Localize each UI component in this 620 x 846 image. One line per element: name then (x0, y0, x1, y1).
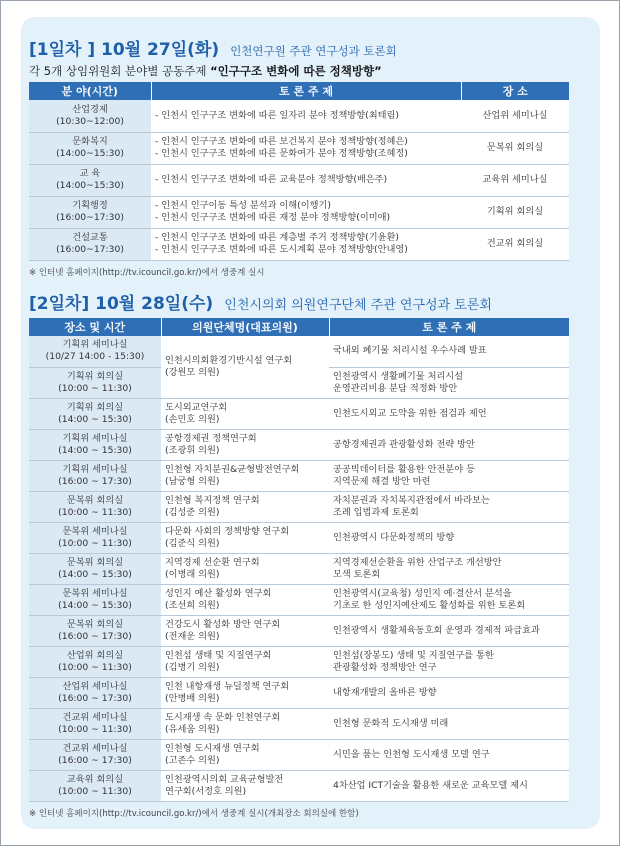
day1-table (29, 82, 569, 261)
day2-place: 건교위 세미나실 (62, 742, 128, 754)
day2-group: (고존수 의원) (165, 754, 220, 766)
day2-topic: 지역경제선순환을 위한 산업구조 개선방안 (333, 556, 502, 568)
day2-group: 인천형 자치분권&균형발전연구회 (165, 463, 300, 475)
day1-topic-cell (151, 196, 461, 228)
day2-place-cell (29, 429, 161, 460)
day1-topic-cell (151, 228, 461, 260)
day2-time: (16:00 ~ 17:30) (58, 692, 132, 704)
day2-group: (김병기 의원) (165, 661, 220, 673)
day2-group-cell (161, 522, 329, 553)
day2-group: (손민호 의원) (165, 413, 220, 425)
day2-place-cell (29, 584, 161, 615)
day1-topic: - 인천시 인구구조 변화에 따른 재정 분야 정책방향(이미애) (155, 212, 391, 223)
day2-table-row (29, 646, 569, 677)
day1-field-cell (29, 100, 151, 132)
day2-topic: 모색 토론회 (333, 568, 381, 580)
day2-place: 기획위 회의실 (66, 370, 124, 382)
day2-group: 성인지 예산 활성화 연구회 (165, 587, 272, 599)
day2-topic: 인천섬(장봉도) 생태 및 지질연구를 통한 (333, 649, 494, 661)
day2-place-cell (29, 708, 161, 739)
day2-table-row (29, 677, 569, 708)
day2-topic: 인천광역시 생활체육동호회 운영과 경제적 파급효과 (333, 624, 540, 636)
day2-table-row (29, 708, 569, 739)
day2-topic-cell (329, 367, 569, 398)
day2-group: 도시외교연구회 (165, 401, 228, 413)
day2-table-row (29, 739, 569, 770)
day2-time: (14:00 ~ 15:30) (58, 568, 132, 580)
day2-topic: 조례 입법과제 토론회 (333, 506, 419, 518)
day1-topic: - 인천시 인구구조 변화에 따른 일자리 분야 정책방향(최태림) (155, 109, 399, 121)
day2-place: 문복위 회의실 (66, 556, 124, 568)
day1-header-place: 장 소 (461, 82, 569, 100)
day2-group: 지역경제 선순환 연구회 (165, 556, 260, 568)
day2-table (29, 318, 569, 802)
day2-group: 도시재생 속 문화 인천연구회 (165, 711, 281, 723)
day2-group-cell (161, 708, 329, 739)
day1-title (29, 35, 569, 60)
day1-subtitle-topic: “인구구조 변화에 따른 정책방향” (210, 64, 382, 78)
day2-time: (16:00 ~ 17:30) (58, 475, 132, 487)
day2-topic: 시민을 품는 인천형 도시재생 모델 연구 (333, 748, 490, 760)
day2-table-row (29, 398, 569, 429)
day1-topic: - 인천시 인구구조 변화에 따른 보건복지 분야 정책방향(정혜은) (155, 136, 408, 147)
day2-topic-cell (329, 770, 569, 801)
day2-place-cell (29, 646, 161, 677)
day2-group: (김준식 의원) (165, 537, 220, 549)
day2-topic-cell (329, 615, 569, 646)
day2-topic-cell (329, 460, 569, 491)
day2-topic: 공공빅데이터를 활용한 안전분야 등 (333, 463, 475, 475)
day2-group: (강원모 의원) (165, 366, 220, 378)
day1-table-row (29, 100, 569, 132)
day1-field-cell (29, 132, 151, 164)
day2-group: (김성준 의원) (165, 506, 220, 518)
day2-note: ※ 인터넷 홈페이지(http://tv.icouncil.go.kr/)에서 생중계 실시(개최장소 회의실에 한함) (29, 808, 359, 819)
day2-topic-cell (329, 491, 569, 522)
day2-topic-cell (329, 677, 569, 708)
day2-header-topic: 토 론 주 제 (329, 318, 569, 336)
day2-topic-cell (329, 708, 569, 739)
day1-time: (16:00~17:30) (56, 244, 124, 255)
day2-table-row (29, 336, 569, 367)
day2-time: (10:00 ~ 11:30) (58, 785, 132, 797)
day2-topic-cell (329, 398, 569, 429)
day1-place-cell: 교육위 세미나실 (461, 164, 569, 196)
day2-topic: 인천형 문화적 도시재생 미래 (333, 717, 449, 729)
day2-place: 교육위 회의실 (66, 773, 124, 785)
day2-topic-cell (329, 336, 569, 367)
day2-group-cell (161, 584, 329, 615)
day1-topic-cell (151, 164, 461, 196)
day1-place-cell: 기획위 회의실 (461, 196, 569, 228)
day2-place: 산업위 회의실 (66, 649, 124, 661)
day1-header-field: 분 야(시간) (29, 82, 151, 100)
day2-topic: 지역문제 해결 방안 마련 (333, 475, 431, 487)
day2-place-cell (29, 522, 161, 553)
day1-topic: - 인천시 인구이동 특성 분석과 이해(이행기) (155, 200, 331, 211)
day1-field: 산업경제 (72, 103, 108, 115)
day2-section (29, 289, 569, 819)
day2-time: (14:00 ~ 15:30) (58, 413, 132, 425)
day2-table-row (29, 553, 569, 584)
day2-time: (10:00 ~ 11:30) (58, 537, 132, 549)
day1-place-cell: 문복위 회의실 (461, 132, 569, 164)
day1-place-cell: 산업위 세미나실 (461, 100, 569, 132)
day2-time: (10:00 ~ 11:30) (58, 506, 132, 518)
day1-label: [1일차 ] 10월 27일(화) (29, 40, 220, 60)
day2-group-cell (161, 491, 329, 522)
day2-topic-cell (329, 584, 569, 615)
day2-table-row (29, 491, 569, 522)
day2-place-cell (29, 398, 161, 429)
day1-field-cell (29, 196, 151, 228)
day2-group-cell (161, 770, 329, 801)
day2-place: 기획위 세미나실 (62, 463, 128, 475)
day2-group-cell (161, 646, 329, 677)
day2-place-cell (29, 615, 161, 646)
day2-place: 기획위 세미나실 (62, 432, 128, 444)
day2-group-cell (161, 553, 329, 584)
day1-table-row (29, 132, 569, 164)
day2-topic: 운영관리비용 분담 적정화 방안 (333, 382, 458, 394)
day2-time: (14:00 ~ 15:30) (58, 444, 132, 456)
day2-topic: 기초로 한 성인지예산제도 활성화를 위한 토론회 (333, 599, 526, 611)
day2-place: 문복위 회의실 (66, 494, 124, 506)
day2-topic: 국내외 폐기물 처리시설 우수사례 발표 (333, 345, 487, 357)
day2-topic: 인천광역시 다문화정책의 방향 (333, 531, 455, 543)
day2-topic-cell (329, 646, 569, 677)
day2-group: (안병배 의원) (165, 692, 220, 704)
day2-topic-cell (329, 739, 569, 770)
day1-field: 건설교통 (72, 232, 108, 243)
day2-group: (남궁형 의원) (165, 475, 220, 487)
day1-time: (16:00~17:30) (56, 212, 124, 223)
day2-group: 인천광역시의회 교육균형발전 (165, 773, 284, 785)
day2-time: (14:00 ~ 15:30) (58, 599, 132, 611)
day2-place: 건교위 세미나실 (62, 711, 128, 723)
day2-group: 연구회(서정호 의원) (165, 785, 247, 797)
day2-topic: 인천도시외교 도약을 위한 점검과 제언 (333, 407, 487, 419)
day1-note: ※ 인터넷 홈페이지(http://tv.icouncil.go.kr/)에서 생중계 실시 (29, 267, 265, 278)
day2-table-row (29, 522, 569, 553)
day1-topic: - 인천시 인구구조 변화에 따른 계층별 주거 정책방향(기윤환) (155, 232, 399, 243)
day1-time: (10:30~12:00) (56, 115, 124, 127)
day2-place-cell (29, 553, 161, 584)
day2-label: [2일차] 10월 28일(수) (29, 294, 214, 314)
day2-table-row (29, 615, 569, 646)
day1-table-row (29, 196, 569, 228)
day2-topic-cell (329, 429, 569, 460)
day2-topic-cell (329, 553, 569, 584)
day2-title (29, 289, 569, 314)
day1-topic: - 인천시 인구구조 변화에 따른 교육분야 정책방향(배은주) (155, 174, 388, 185)
day2-topic: 4차산업 ICT기술을 활용한 새로운 교육모델 제시 (333, 779, 528, 791)
day2-group-cell (161, 739, 329, 770)
day2-place-cell (29, 677, 161, 708)
day2-header-row (29, 318, 569, 336)
day1-field: 문화복지 (72, 136, 108, 147)
day2-group: 공항경제권 정책연구회 (165, 432, 257, 444)
day2-time: (10:00 ~ 11:30) (58, 723, 132, 735)
day2-group: (전재운 의원) (165, 630, 220, 642)
day2-group-cell (161, 460, 329, 491)
day2-topic: 관광활성화 정책방안 연구 (333, 661, 437, 673)
day2-group: (유세움 의원) (165, 723, 220, 735)
day1-table-row (29, 228, 569, 260)
day2-table-row (29, 770, 569, 801)
day2-group: (조광휘 의원) (165, 444, 220, 456)
day1-field-cell (29, 164, 151, 196)
day2-topic: 인천광역시(교육청) 성인지 예·결산서 분석을 (333, 587, 512, 599)
day2-topic: 내항재개발의 올바른 방향 (333, 686, 437, 698)
day1-section (29, 35, 569, 278)
day1-field-cell (29, 228, 151, 260)
day2-place-cell (29, 460, 161, 491)
day2-topic: 자치분권과 자치복지관점에서 바라보는 (333, 494, 490, 506)
day2-place: 기획위 회의실 (66, 401, 124, 413)
day2-time: (10:00 ~ 11:30) (58, 661, 132, 673)
day2-host: 인천시의회 의원연구단체 주관 연구성과 토론회 (224, 298, 492, 313)
day1-subtitle-prefix: 각 5개 상임위원회 분야별 공동주제 (29, 64, 211, 78)
day2-group-cell (161, 398, 329, 429)
day2-time: (10:00 ~ 11:30) (58, 382, 132, 394)
day1-time: (14:00~15:30) (56, 180, 124, 191)
day2-group: (이병래 의원) (165, 568, 220, 580)
day2-topic: 인천광역시 생활폐기물 처리시설 (333, 370, 464, 382)
day1-topic-cell (151, 132, 461, 164)
day2-place: 기획위 세미나실 (62, 339, 128, 351)
day2-place-cell (29, 770, 161, 801)
day2-place-cell (29, 491, 161, 522)
day2-place: 문복위 세미나실 (62, 525, 128, 537)
day1-topic-cell (151, 100, 461, 132)
day2-group-cell (161, 615, 329, 646)
day2-group: 인천형 복지정책 연구회 (165, 494, 260, 506)
day2-group: 인천 내항재생 뉴딜정책 연구회 (165, 680, 290, 692)
day2-topic: 공항경제권과 관광활성화 전략 방안 (333, 438, 475, 450)
day2-group: 인천시의회환경기반시설 연구회 (165, 354, 293, 366)
day2-header-place: 장소 및 시간 (29, 318, 161, 336)
day2-table-row (29, 460, 569, 491)
day2-topic-cell (329, 522, 569, 553)
day2-group: 다문화 사회의 정책방향 연구회 (165, 525, 290, 537)
day1-time: (14:00~15:30) (56, 148, 124, 159)
day2-header-group: 의원단체명(대표의원) (161, 318, 329, 336)
day2-place: 산업위 세미나실 (62, 680, 128, 692)
day2-time: (16:00 ~ 17:30) (58, 630, 132, 642)
day2-table-row (29, 429, 569, 460)
day1-field: 기획행정 (72, 200, 108, 211)
day2-group: 건강도시 활성화 방안 연구회 (165, 618, 281, 630)
day1-table-row (29, 164, 569, 196)
day1-topic: - 인천시 인구구조 변화에 따른 문화여가 분야 정책방향(조혜정) (155, 148, 408, 159)
day1-topic: - 인천시 인구구조 변화에 따른 도시계획 분야 정책방향(안내영) (155, 244, 408, 255)
day1-host: 인천연구원 주관 연구성과 토론회 (230, 44, 397, 58)
day1-header-row (29, 82, 569, 100)
day2-place-cell (29, 739, 161, 770)
day1-place-cell: 건교위 회의실 (461, 228, 569, 260)
day2-place: 문복위 회의실 (66, 618, 124, 630)
day2-place-cell (29, 367, 161, 398)
day2-group: 인천섬 생태 및 지질연구회 (165, 649, 272, 661)
day2-group: 인천형 도시재생 연구회 (165, 742, 260, 754)
day1-subtitle (29, 63, 569, 79)
day2-place-cell (29, 336, 161, 367)
day2-group-cell (161, 336, 329, 398)
day2-table-row (29, 584, 569, 615)
day2-group: (조선희 의원) (165, 599, 220, 611)
day1-field: 교 육 (79, 168, 101, 179)
day2-place: 문복위 세미나실 (62, 587, 128, 599)
day2-time: (10/27 14:00 - 15:30) (45, 351, 145, 363)
day2-time: (16:00 ~ 17:30) (58, 754, 132, 766)
day2-group-cell (161, 429, 329, 460)
day1-header-topic: 토 론 주 제 (151, 82, 461, 100)
day2-group-cell (161, 677, 329, 708)
